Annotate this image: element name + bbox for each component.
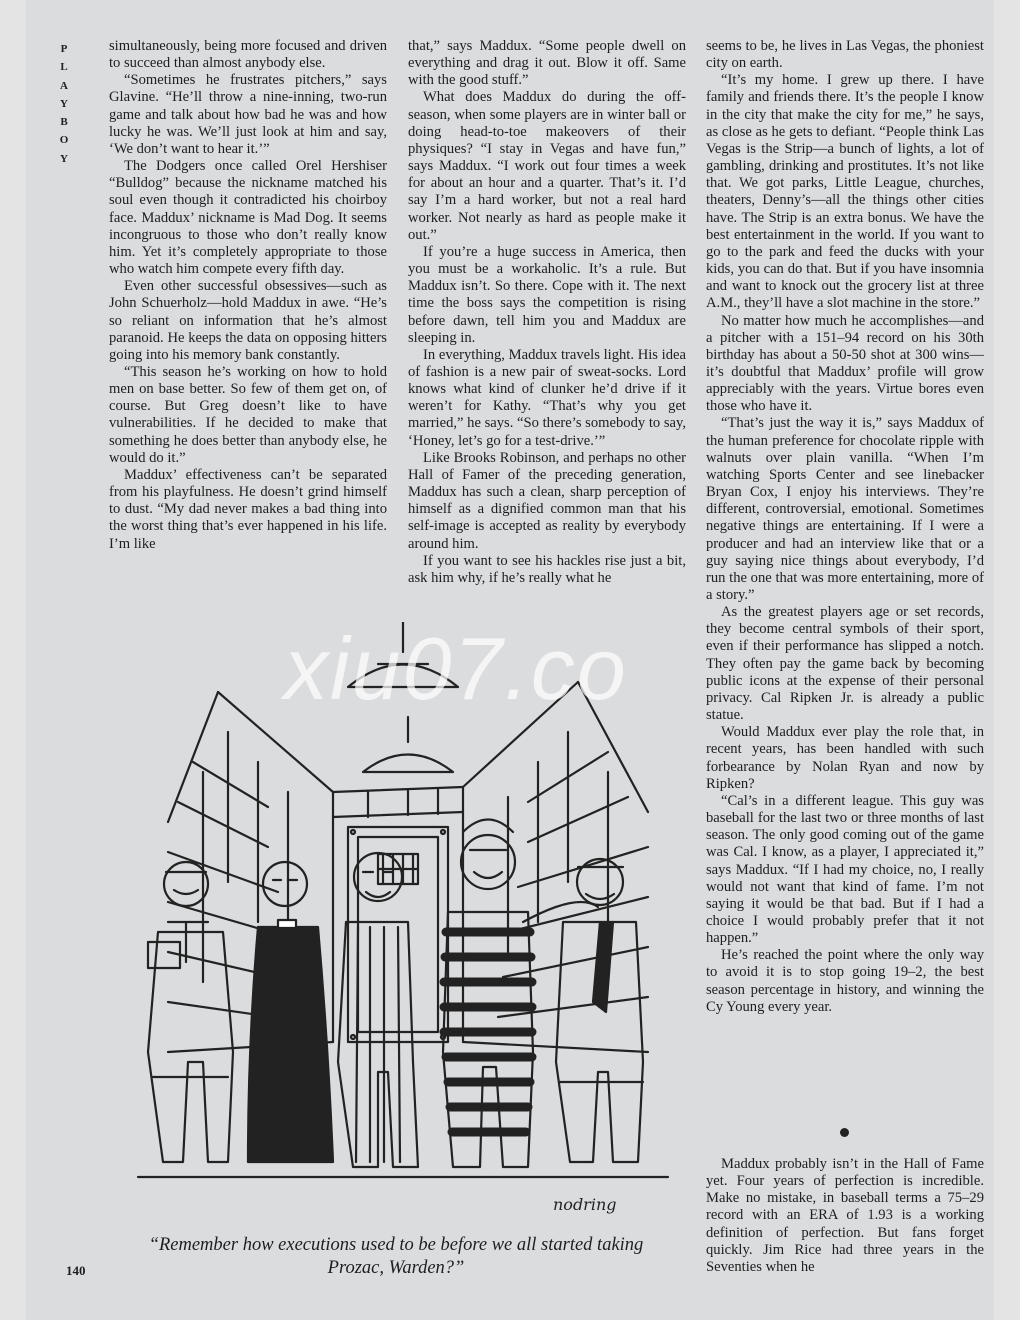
paragraph: simultaneously, being more focused and driven to succeed than almost anybody else. (109, 38, 387, 72)
paragraph: “Cal’s in a different league. This guy was baseball for the last two or three months of last season. The only good coming out of the game was Cal. I know, as a player, I appreciated it,” says Maddux. “If I had my choice, no, I really would not want that kind of fame. I’m not saying it would be that bad. But if I had a choice I would probably prefer that it not happen.” (706, 792, 984, 947)
running-head-letter: B (60, 116, 68, 129)
article-column-3 (706, 38, 984, 1016)
cartoon-caption: “Remember how executions used to be before we all started taking Prozac, Warden?” (148, 1235, 644, 1278)
paragraph: If you want to see his hackles rise just a bit, ask him why, if he’s really what he (408, 552, 686, 586)
paragraph: He’s reached the point where the only way to avoid it is to stop going 19–2, the best season percentage in history, and winning the Cy Young every year. (706, 947, 984, 1015)
article-column-3-continued (706, 1156, 984, 1276)
running-head (57, 40, 71, 168)
paragraph: Like Brooks Robinson, and perhaps no other Hall of Famer of the preceding generation, Maddux has such a clean, sharp perception of himself as a dignified common man that his self-image is accepted as reality by everybody around him. (408, 449, 686, 552)
paragraph: Maddux probably isn’t in the Hall of Fame yet. Four years of perfection is incredible. Make no mistake, in baseball terms a 75–29 record with an ERA of 1.93 is a working definition of perfection. But fans forget quickly. Jim Rice had three years in the Seventies when he (706, 1156, 984, 1275)
paragraph: Would Maddux ever play the role that, in recent years, has been handled with such forbearance by Nolan Ryan and now by Ripken? (706, 724, 984, 792)
running-head-letter: Y (60, 97, 68, 110)
running-head-letter: A (60, 79, 68, 92)
paragraph: “Sometimes he frustrates pitchers,” says Glavine. “He’ll throw a nine-inning, two-run game and talk about how bad he was and how lucky he was. We’ll just look at him and say, ‘We don’t want to hear it.’” (109, 72, 387, 157)
paragraph: As the greatest players age or set records, they become central symbols of their sport, even if their performance has slipped a notch. They often pay the game back by becoming public icons at the expense of their personal privacy. Cal Ripken Jr. is already a public statue. (706, 604, 984, 724)
section-break-bullet (840, 1128, 849, 1137)
paragraph: that,” says Maddux. “Some people dwell on everything and drag it out. Blow it off. Same with the good stuff.” (408, 38, 686, 89)
paragraph: Even other successful obsessives—such as John Schuerholz—hold Maddux in awe. “He’s so reliant on information that he’s almost paranoid. He keeps the data on opposing hitters going into his memory bank constantly. (109, 278, 387, 363)
page-number: 140 (66, 1263, 86, 1278)
paragraph: Maddux’ effectiveness can’t be separated from his playfulness. He doesn’t grind himself to dust. “My dad never makes a bad thing into the worst thing that’s ever happened in his life. I’m like (109, 466, 387, 552)
cartoonist-signature: nodring (553, 1195, 617, 1214)
paragraph: “It’s my home. I grew up there. I have family and friends there. It’s the people I know in the city that make the city for me,” he says, as close as he gets to defiant. “People think Las Vegas is the Strip—a bunch of lights, a lot of gambling, drinking and prostitutes. It’s not like that. We got parks, Little League, churches, theaters, Denny’s—all the things other cities have. The Strip is an extra bonus. We have the best entertainment in the world. If you want to go to the park and feed the ducks with your kids, you can do that. But if you have insomnia and want to knock out the grocery list at three A.M., they’ll have a slot machine in the store.” (706, 72, 984, 312)
paragraph: No matter how much he accomplishes—and a pitcher with a 151–94 record on his 30th birthday has about a 50-50 shot at 300 wins—it’s doubtful that Maddux’ profile will grow appreciably with the years. Virtue bores even those who have it. (706, 312, 984, 415)
running-head-letter: Y (60, 152, 68, 165)
running-head-letter: L (60, 61, 68, 74)
paragraph: In everything, Maddux travels light. His idea of fashion is a new pair of sweat-socks. Lord knows what kind of clunker he’d drive if it weren’t for Kathy. “That’s why you get married,” he says. “So there’s somebody to say, ‘Honey, let’s go for a test-drive.’” (408, 346, 686, 449)
paragraph: seems to be, he lives in Las Vegas, the phoniest city on earth. (706, 38, 984, 72)
paragraph: If you’re a huge success in America, then you must be a workaholic. It’s a rule. But Maddux isn’t. So there. Cope with it. The next time the boss says the competition is rising before dawn, tell him you and Maddux are sleeping in. (408, 243, 686, 346)
magazine-page (26, 0, 994, 1320)
article-column-1 (109, 38, 387, 553)
paragraph: The Dodgers once called Orel Hershiser “Bulldog” because the nickname matched his soul even though it contradicted his choirboy face. Maddux’ nickname is Mad Dog. It seems incongruous to those who don’t really know him. Yet it’s completely appropriate to those who watch him compete every fifth day. (109, 158, 387, 278)
running-head-letter: O (59, 134, 69, 147)
paragraph: “This season he’s working on how to hold men on base better. So few of them get on, of course. But Greg doesn’t like to have vulnerabilities. If he decided to make that something he does better than anybody else, he would do it.” (109, 363, 387, 466)
paragraph: What does Maddux do during the off-season, when some players are in winter ball or doing head-to-toe makeovers of their physiques? “I stay in Vegas and have fun,” says Maddux. “I work out four times a week for about an hour and a quarter. That’s it. I’d say I’m a hard worker, but not a real hard worker. Not nearly as hard as people make it out.” (408, 89, 686, 243)
paragraph: “That’s just the way it is,” says Maddux of the human preference for chocolate ripple with walnuts over plain vanilla. “When I’m watching Sports Center and see linebacker Bryan Cox, I enjoy his interviews. They’re different, controversial, emotional. Sometimes negative things are entertaining. If I were a producer and had an interview like that or a guy saying nice things about everybody, I’d run the one that was more entertaining, more of a story.” (706, 415, 984, 603)
article-column-2 (408, 38, 686, 587)
watermark: xiu07.co (284, 619, 628, 718)
running-head-letter: P (60, 43, 68, 55)
